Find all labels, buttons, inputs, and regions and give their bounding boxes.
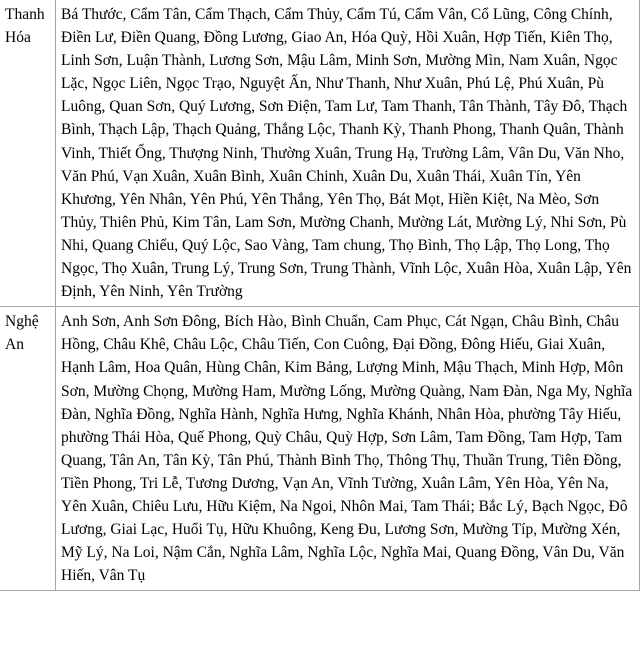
table-row [0,0,640,307]
table-row [0,307,640,591]
province-cell: Thanh Hóa [0,0,56,307]
places-cell: Bá Thước, Cẩm Tân, Cẩm Thạch, Cẩm Thủy, Cẩm Tú, Cẩm Vân, Cổ Lũng, Công Chính, Điền Lư, Điền Quang, Đồng Lương, Giao An, Hóa Quỳ, Hồi Xuân, Hợp Tiến, Kiên Thọ, Linh Sơn, Luận Thành, Lương Sơn, Mậu Lâm, Minh Sơn, Mường Mìn, Nam Xuân, Ngọc Lặc, Ngọc Liên, Ngọc Trạo, Nguyệt Ấn, Như Thanh, Như Xuân, Phú Lệ, Phú Xuân, Pù Luông, Quan Sơn, Quý Lương, Sơn Điện, Tam Lư, Tam Thanh, Tân Thành, Tây Đô, Thạch Bình, Thạch Lập, Thạch Quảng, Thắng Lộc, Thanh Kỳ, Thanh Phong, Thanh Quân, Thành Vinh, Thiết Ống, Thượng Ninh, Thường Xuân, Trung Hạ, Trường Lâm, Vân Du, Văn Nho, Văn Phú, Vạn Xuân, Xuân Bình, Xuân Chinh, Xuân Du, Xuân Thái, Xuân Tín, Yên Khương, Yên Nhân, Yên Phú, Yên Thắng, Yên Thọ, Bát Mọt, Hiền Kiệt, Na Mèo, Sơn Thủy, Thiên Phủ, Kim Tân, Lam Sơn, Mường Chanh, Mường Lát, Mường Lý, Nhi Sơn, Pù Nhi, Quang Chiểu, Quý Lộc, Sao Vàng, Tam chung, Thọ Bình, Thọ Lập, Thọ Long, Thọ Ngọc, Thọ Xuân, Trung Lý, Trung Sơn, Trung Thành, Vĩnh Lộc, Xuân Hòa, Xuân Lập, Yên Định, Yên Ninh, Yên Trường [56,0,640,307]
places-cell: Anh Sơn, Anh Sơn Đông, Bích Hào, Bình Chuẩn, Cam Phục, Cát Ngạn, Châu Bình, Châu Hồng, Châu Khê, Châu Lộc, Châu Tiến, Con Cuông, Đại Đồng, Đông Hiếu, Giai Xuân, Hạnh Lâm, Hoa Quân, Hùng Chân, Kim Bảng, Lượng Minh, Mậu Thạch, Minh Hợp, Môn Sơn, Mường Chọng, Mường Ham, Mường Lống, Mường Quàng, Nam Đàn, Nga My, Nghĩa Đàn, Nghĩa Đồng, Nghĩa Hành, Nghĩa Hưng, Nghĩa Khánh, Nhân Hòa, phường Tây Hiếu, phường Thái Hòa, Quế Phong, Quỳ Châu, Quỳ Hợp, Sơn Lâm, Tam Đồng, Tam Hợp, Tam Quang, Tân An, Tân Kỳ, Tân Phú, Thành Bình Thọ, Thông Thụ, Thuần Trung, Tiên Đồng, Tiền Phong, Tri Lễ, Tương Dương, Vạn An, Vĩnh Tường, Xuân Lâm, Yên Hòa, Yên Na, Yên Xuân, Chiêu Lưu, Hữu Kiệm, Na Ngoi, Nhôn Mai, Tam Thái; Bắc Lý, Bạch Ngọc, Đô Lương, Giai Lạc, Huổi Tụ, Hữu Khuông, Keng Đu, Lương Sơn, Mường Típ, Mường Xén, Mỹ Lý, Na Loi, Nậm Cắn, Nghĩa Lâm, Nghĩa Lộc, Nghĩa Mai, Quang Đồng, Vân Du, Văn Hiến, Vân Tụ [56,307,640,591]
province-cell: Nghệ An [0,307,56,591]
